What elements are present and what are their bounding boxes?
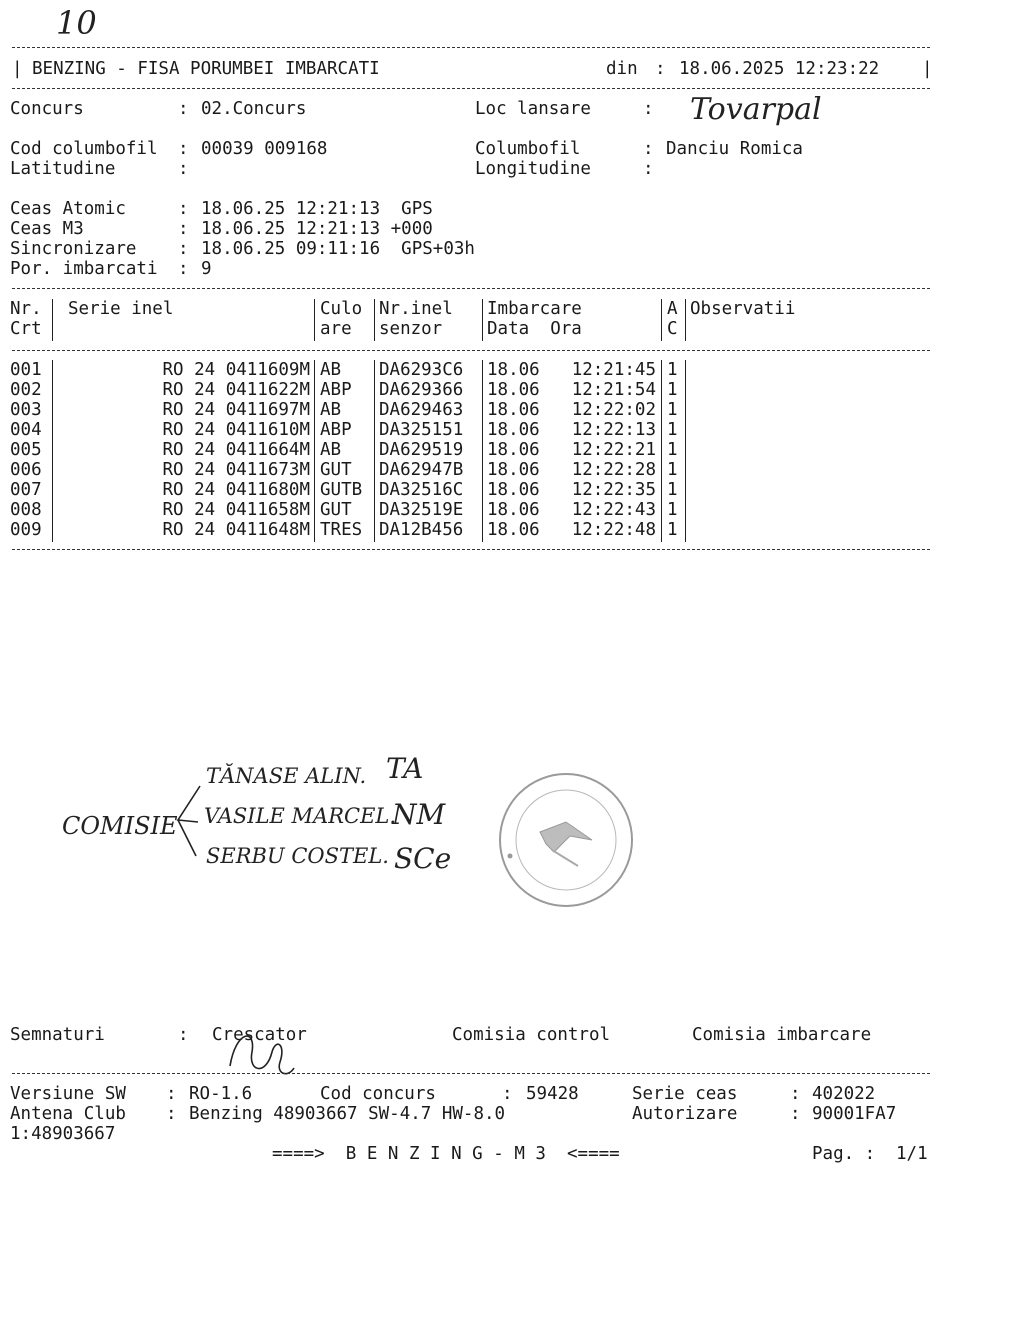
cell-serie: RO 24 0411673M: [162, 460, 310, 480]
cell-ac: 1: [667, 440, 678, 460]
cell-serie: RO 24 0411658M: [162, 500, 310, 520]
colon: :: [502, 1084, 513, 1104]
th-nr-inel-2: senzor: [379, 319, 443, 339]
cell-ora: 12:22:48: [571, 520, 656, 540]
ceas-m3-value: 18.06.25 12:21:13 +000: [201, 219, 433, 239]
page-label: Pag. :: [812, 1144, 876, 1164]
cell-data: 18.06: [487, 420, 540, 440]
cell-nr: 006: [10, 460, 42, 480]
colon: :: [166, 1104, 177, 1124]
cell-ac: 1: [667, 400, 678, 420]
cell-data: 18.06: [487, 380, 540, 400]
cell-ac: 1: [667, 360, 678, 380]
cell-ora: 12:22:21: [571, 440, 656, 460]
crescator-signature-image: [222, 1022, 302, 1080]
cell-cul: GUT: [320, 500, 352, 520]
comisie-initials-1: TA: [386, 752, 424, 785]
table-row: [0, 400, 940, 420]
cell-cul: AB: [320, 360, 342, 380]
colon: :: [178, 259, 189, 279]
serie-ceas-value: 402022: [812, 1084, 876, 1104]
table-row: [0, 360, 940, 380]
comisie-member-2: VASILE MARCEL.: [204, 804, 397, 828]
concurs-value: 02.Concurs: [201, 99, 307, 119]
cell-ac: 1: [667, 500, 678, 520]
page-value: 1/1: [896, 1144, 928, 1164]
divider: [12, 288, 930, 289]
autorizare-value: 90001FA7: [812, 1104, 897, 1124]
cell-serie: RO 24 0411648M: [162, 520, 310, 540]
cod-concurs-value: 59428: [526, 1084, 579, 1104]
cod-concurs-label: Cod concurs: [320, 1084, 436, 1104]
colon: :: [178, 1025, 189, 1045]
serie-ceas-label: Serie ceas: [632, 1084, 738, 1104]
cell-nr: 002: [10, 380, 42, 400]
loc-lansare-handwritten: Tovarpal: [690, 92, 822, 127]
cell-senzor: DA32516C: [379, 480, 464, 500]
th-culoare-2: are: [320, 319, 352, 339]
colon: :: [643, 159, 654, 179]
cell-cul: AB: [320, 440, 342, 460]
concurs-label: Concurs: [10, 99, 84, 119]
header-title: BENZING - FISA PORUMBEI IMBARCATI: [32, 59, 380, 79]
cell-nr: 007: [10, 480, 42, 500]
comisie-initials-2: NM: [392, 798, 446, 831]
cell-nr: 005: [10, 440, 42, 460]
column-line: [661, 299, 662, 341]
header-right-bar: |: [922, 59, 933, 79]
cell-data: 18.06: [487, 460, 540, 480]
table-row: [0, 440, 940, 460]
brace-mark: [168, 782, 208, 862]
cell-data: 18.06: [487, 500, 540, 520]
brand-line: ====> B E N Z I N G - M 3 <====: [272, 1144, 620, 1164]
colon: :: [178, 99, 189, 119]
cell-cul: GUT: [320, 460, 352, 480]
versiune-sw-value: RO-1.6: [189, 1084, 253, 1104]
comisia-control-label: Comisia control: [452, 1025, 611, 1045]
divider: [12, 549, 930, 550]
comisie-initials-3: SCe: [394, 842, 452, 875]
colon: :: [790, 1104, 801, 1124]
column-line: [52, 299, 53, 341]
cell-ora: 12:22:13: [571, 420, 656, 440]
column-line: [482, 299, 483, 341]
cell-data: 18.06: [487, 400, 540, 420]
divider: [12, 47, 930, 48]
table-row: [0, 420, 940, 440]
column-line: [685, 299, 686, 341]
ceas-atomic-label: Ceas Atomic: [10, 199, 126, 219]
table-row: [0, 480, 940, 500]
colon: :: [790, 1084, 801, 1104]
cell-ora: 12:21:54: [571, 380, 656, 400]
cell-ac: 1: [667, 420, 678, 440]
cell-ora: 12:22:35: [571, 480, 656, 500]
header-date-label: din: [606, 59, 638, 79]
cell-serie: RO 24 0411680M: [162, 480, 310, 500]
th-nr-2: Crt: [10, 319, 42, 339]
cell-data: 18.06: [487, 440, 540, 460]
table-row: [0, 520, 940, 540]
cell-ora: 12:22:43: [571, 500, 656, 520]
th-serie-inel: Serie inel: [68, 299, 174, 319]
club-stamp-image: [496, 770, 636, 910]
columbofil-value: Danciu Romica: [666, 139, 803, 159]
cell-serie: RO 24 0411609M: [162, 360, 310, 380]
antena-club-label: Antena Club: [10, 1104, 126, 1124]
cell-ac: 1: [667, 480, 678, 500]
table-body: [0, 360, 940, 542]
cell-senzor: DA325151: [379, 420, 464, 440]
comisia-imbarcare-label: Comisia imbarcare: [692, 1025, 872, 1045]
cell-data: 18.06: [487, 520, 540, 540]
divider: [12, 350, 930, 351]
header-date: 18.06.2025 12:23:22: [679, 59, 880, 79]
th-imbarcare-1: Imbarcare: [487, 299, 582, 319]
cell-cul: TRES: [320, 520, 363, 540]
versiune-sw-label: Versiune SW: [10, 1084, 126, 1104]
header-left-bar: |: [12, 59, 23, 79]
cell-serie: RO 24 0411622M: [162, 380, 310, 400]
cell-senzor: DA6293C6: [379, 360, 464, 380]
club-id: 1:48903667: [10, 1124, 116, 1144]
por-imbarcati-label: Por. imbarcati: [10, 259, 158, 279]
handwritten-page-number: 10: [56, 4, 97, 42]
th-imbarcare-2: Data Ora: [487, 319, 582, 339]
cell-nr: 009: [10, 520, 42, 540]
column-line: [374, 299, 375, 341]
columbofil-label: Columbofil: [475, 139, 581, 159]
por-imbarcati-value: 9: [201, 259, 212, 279]
colon: :: [178, 159, 189, 179]
crescator-label: Crescator: [212, 1025, 307, 1045]
longitudine-label: Longitudine: [475, 159, 591, 179]
cell-ac: 1: [667, 520, 678, 540]
th-nr-inel-1: Nr.inel: [379, 299, 453, 319]
cell-serie: RO 24 0411610M: [162, 420, 310, 440]
colon: :: [166, 1084, 177, 1104]
cell-ora: 12:22:02: [571, 400, 656, 420]
cod-columbofil-label: Cod columbofil: [10, 139, 158, 159]
cell-data: 18.06: [487, 360, 540, 380]
cell-senzor: DA12B456: [379, 520, 464, 540]
cell-cul: ABP: [320, 380, 352, 400]
antena-club-value: Benzing 48903667 SW-4.7 HW-8.0: [189, 1104, 506, 1124]
sincronizare-value: 18.06.25 09:11:16 GPS+03h: [201, 239, 475, 259]
table-row: [0, 380, 940, 400]
cell-senzor: DA32519E: [379, 500, 464, 520]
cell-nr: 004: [10, 420, 42, 440]
table-row: [0, 500, 940, 520]
cell-ora: 12:21:45: [571, 360, 656, 380]
th-ac-2: C: [667, 319, 678, 339]
colon: :: [178, 219, 189, 239]
th-ac-1: A: [667, 299, 678, 319]
cell-ac: 1: [667, 460, 678, 480]
column-line: [314, 299, 315, 341]
cell-ora: 12:22:28: [571, 460, 656, 480]
cell-senzor: DA629366: [379, 380, 464, 400]
ceas-m3-label: Ceas M3: [10, 219, 84, 239]
sincronizare-label: Sincronizare: [10, 239, 137, 259]
cell-nr: 008: [10, 500, 42, 520]
autorizare-label: Autorizare: [632, 1104, 738, 1124]
cell-cul: AB: [320, 400, 342, 420]
cell-nr: 003: [10, 400, 42, 420]
cell-cul: GUTB: [320, 480, 363, 500]
semnaturi-label: Semnaturi: [10, 1025, 105, 1045]
colon: :: [178, 199, 189, 219]
cell-senzor: DA629463: [379, 400, 464, 420]
loc-lansare-label: Loc lansare: [475, 99, 591, 119]
cell-cul: ABP: [320, 420, 352, 440]
cod-columbofil-value: 00039 009168: [201, 139, 328, 159]
colon: :: [643, 99, 654, 119]
cell-senzor: DA629519: [379, 440, 464, 460]
divider: [12, 1073, 930, 1074]
comisie-member-1: TĂNASE ALIN.: [206, 764, 367, 788]
ceas-atomic-value: 18.06.25 12:21:13 GPS: [201, 199, 433, 219]
header-colon: :: [655, 59, 666, 79]
cell-serie: RO 24 0411697M: [162, 400, 310, 420]
cell-serie: RO 24 0411664M: [162, 440, 310, 460]
cell-data: 18.06: [487, 480, 540, 500]
colon: :: [643, 139, 654, 159]
th-nr-1: Nr.: [10, 299, 42, 319]
cell-senzor: DA62947B: [379, 460, 464, 480]
th-culoare-1: Culo: [320, 299, 363, 319]
cell-ac: 1: [667, 380, 678, 400]
table-row: [0, 460, 940, 480]
comisie-label: COMISIE: [62, 812, 178, 840]
divider: [12, 88, 930, 89]
cell-nr: 001: [10, 360, 42, 380]
colon: :: [178, 239, 189, 259]
comisie-member-3: SERBU COSTEL.: [206, 844, 389, 868]
colon: :: [178, 139, 189, 159]
th-observatii: Observatii: [690, 299, 796, 319]
latitudine-label: Latitudine: [10, 159, 116, 179]
